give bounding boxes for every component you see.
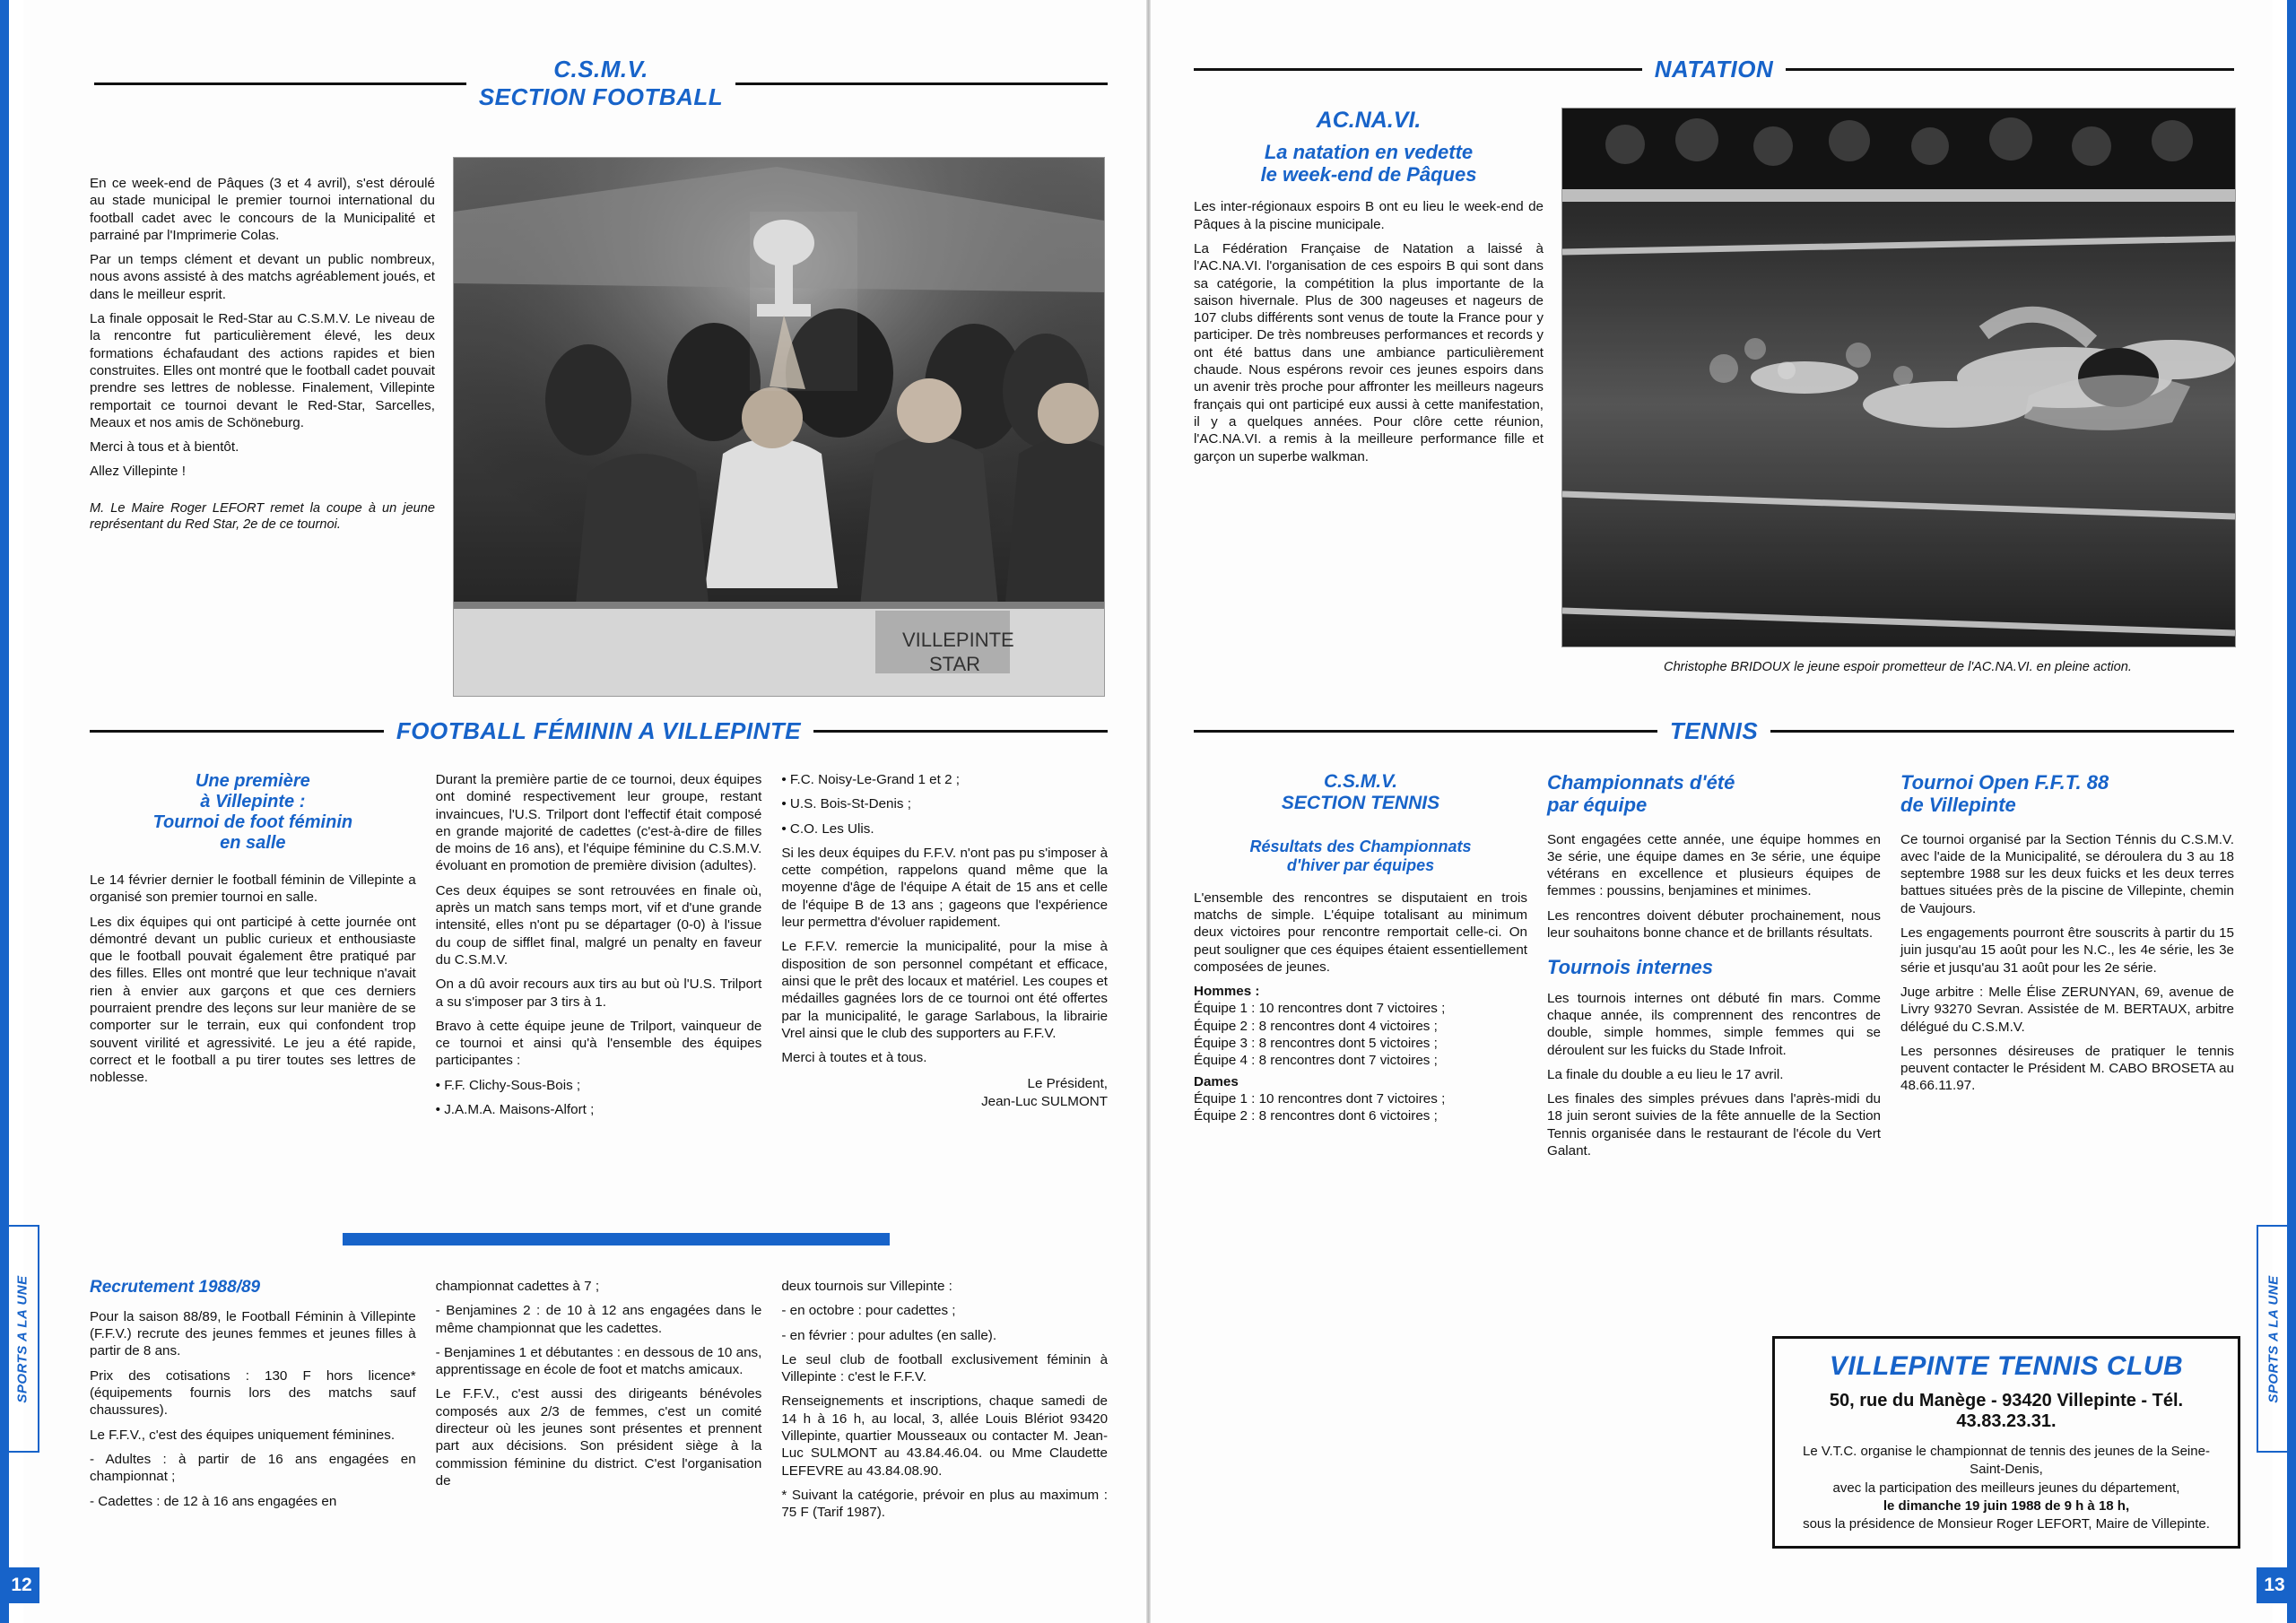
football-feminin-title: FOOTBALL FÉMININ A VILLEPINTE [396, 717, 802, 744]
tennis-col3-title [1900, 771, 2234, 817]
natation-swimmer-photo [1561, 108, 2236, 647]
paragraph: Les finales des simples prévues dans l'après-midi du 18 juin seront suivies de la fête annuelle de la Section Tennis organisée dans le restaurant de l'école du Vert Galant. [1547, 1091, 1881, 1159]
title-line: Résultats des Championnats [1249, 838, 1472, 856]
ff-col3-text [781, 771, 1108, 1066]
result-row: Équipe 4 : 8 rencontres dont 7 victoires ; [1194, 1053, 1438, 1069]
title-line: La natation en vedette [1264, 140, 1474, 163]
rec-col2-text [436, 1278, 762, 1489]
paragraph: La finale du double a eu lieu le 17 avril. [1547, 1066, 1784, 1082]
paragraph: Les inter-régionaux espoirs B ont eu lieu le week-end de Pâques à la piscine municipale. [1194, 199, 1544, 232]
title-line: Tournoi Open F.F.T. 88 [1900, 771, 2109, 794]
vtc-line2: avec la participation des meilleurs jeunes du département, [1832, 1480, 2180, 1496]
paragraph: Ce tournoi organisé par la Section Ténnis du C.S.M.V. avec l'aide de la Municipalité, se déroulera du 3 au 18 septembre 1988 sur les deux fuicks et les deux terres battues situées près de la piscine de Villepinte, chemin de Vaujours. [1900, 831, 2234, 916]
ff-col1-text [90, 872, 416, 1087]
vtc-title: VILLEPINTE TENNIS CLUB [1829, 1351, 2184, 1381]
football-section-header [94, 56, 1108, 111]
paragraph: Les engagements pourront être souscrits à partir du 15 juin jusqu'au 15 août pour les N.C., les 4e série, les 3e série et jusqu'au 31 août pour les 2e série. [1900, 925, 2234, 976]
paragraph: Bravo à cette équipe jeune de Trilport, vainqueur de ce tournoi et ainsi qu'à l'ensemble des équipes participantes : [435, 1018, 762, 1069]
tennis-col2-subtitle: Tournois internes [1547, 956, 1713, 979]
svg-text:VILLEPINTE: VILLEPINTE [902, 629, 1014, 651]
rec-col3-text [781, 1278, 1108, 1522]
paragraph: Les rencontres doivent débuter prochainement, nous leur souhaitons bonne chance et de brillants résultats. [1547, 907, 1881, 942]
result-row: Équipe 3 : 8 rencontres dont 5 victoires ; [1194, 1036, 1438, 1052]
tennis-hommes-label: Hommes : [1194, 984, 1260, 1000]
tennis-columns [1194, 771, 2234, 1167]
title-line: à Villepinte : [200, 792, 306, 812]
tennis-title: TENNIS [1669, 717, 1759, 744]
paragraph: Renseignements et inscriptions, chaque samedi de 14 h à 16 h, au local, 3, allée Louis Blériot 93420 Villepinte, quartier Mousseaux ou contacter M. Jean-Luc SULMONT au 43.84.46.04. ou Mme Claudette LEFEVRE au 43.84.08.90. [781, 1393, 1109, 1479]
rule-right [735, 82, 1108, 85]
paragraph: Ces deux équipes se sont retrouvées en finale où, après un match sans temps mort, vif et d'une grande intensité, elles n'ont pu se départager (0-0) à l'issue du coup de sifflet final, malgré un penalty en faveur du C.S.M.V. [435, 882, 762, 968]
rec-col-1 [90, 1278, 416, 1529]
paragraph: Prix des cotisations : 130 F hors licence* (équipements fournis lors des matchs sauf chaussures). [90, 1367, 416, 1419]
rule-left-2 [90, 730, 384, 733]
acnavi-club-title: AC.NA.VI. [1316, 108, 1422, 133]
vtc-line1: Le V.T.C. organise le championnat de tennis des jeunes de la Seine-Saint-Denis, [1803, 1444, 2210, 1478]
ff-signature-role: Le Président, [1027, 1076, 1109, 1092]
paragraph: Les tournois internes ont débuté fin mars. Comme chaque année, ils comprennent des rencontres de double, simple hommes, simple femmes qui se déroulent sur les fuicks du Stade Infroit. [1547, 990, 1881, 1058]
rule-right-4 [1770, 730, 2234, 733]
result-row: Équipe 2 : 8 rencontres dont 6 victoires ; [1194, 1108, 1438, 1124]
tennis-col-2 [1547, 771, 1881, 1167]
rec-col1-text [90, 1308, 416, 1510]
paragraph: • F.F. Clichy-Sous-Bois ; [435, 1077, 581, 1093]
paragraph: Le 14 février dernier le football féminin de Villepinte a organisé son premier tournoi en salle. [90, 872, 416, 906]
paragraph: Le seul club de football exclusivement féminin à Villepinte : c'est le F.F.V. [781, 1351, 1109, 1385]
title-line: de Villepinte [1900, 794, 2016, 817]
title-line: Tournoi de foot féminin [152, 812, 353, 832]
paragraph: Sont engagées cette année, une équipe hommes en 3e série, une équipe dames en 3e série, une équipe vétérans en excellence et plusieurs équipes de femmes : poussins, benjamines et minimes. [1547, 831, 1881, 899]
paragraph: Le F.F.V., c'est des équipes uniquement féminines. [90, 1427, 396, 1443]
paragraph: Si les deux équipes du F.F.V. n'ont pas pu s'imposer à cette compétion, rappelons quand même que la moyenne d'âge de l'équipe A était de 15 ans et celle de l'équipe B de 13 ans ; gageons que l'expérience leur permettra d'évoluer rapidement. [781, 845, 1109, 931]
paragraph: - Cadettes : de 12 à 16 ans engagées en [90, 1493, 337, 1509]
tennis-dames-label: Dames [1194, 1073, 1239, 1089]
tennis-hommes-rows [1194, 1000, 1527, 1069]
result-row: Équipe 1 : 10 rencontres dont 7 victoires ; [1194, 1001, 1446, 1017]
title-line: d'hiver par équipes [1286, 855, 1435, 874]
tennis-col3-text [1900, 831, 2234, 1095]
paragraph: * Suivant la catégorie, prévoir en plus au maximum : 75 F (Tarif 1987). [781, 1487, 1109, 1521]
tennis-dames-rows [1194, 1090, 1527, 1125]
side-tab-label: SPORTS A LA UNE [14, 1274, 30, 1403]
paragraph: deux tournois sur Villepinte : [781, 1279, 952, 1294]
paragraph: - Benjamines 2 : de 10 à 12 ans engagées dans le même championnat que les cadettes. [435, 1303, 762, 1336]
acnavi-subtitle [1194, 141, 1544, 187]
paragraph: La Fédération Française de Natation a laissé à l'AC.NA.VI. l'organisation de ces espoirs B qui sont dans sa catégorie, la compétition la plus importante de la saison hivernale. Plus de 300 nageuses et nageurs de 107 clubs différents sont venus de toute la France pour y participer. De très nombreuses performances et records y ont été battus dans une ambiance particulièrement chaude. Nous espérons revoir ces jeunes espoirs dans un avenir très proche pour affronter les meilleurs nageurs français qui ont participé eux aussi à cette manifestation, il y a quelques années. Pour clôre cette réunion, l'AC.NA.VI. a remis à la meilleure performance fille et garçon un superbe walkman. [1194, 240, 1544, 464]
paragraph: L'ensemble des rencontres se disputaient en trois matchs de simple. L'équipe totalisant au minimum deux victoires pour rencontre remportait celle-ci. On peut souligner que ces équipes étaient essentiellement composées de jeunes. [1194, 890, 1527, 975]
recrutement-title: Recrutement 1988/89 [90, 1278, 261, 1297]
vtc-address: 50, rue du Manège - 93420 Villepinte - Tél. 43.83.23.31. [1829, 1391, 2184, 1431]
football-photo-caption: M. Le Maire Roger LEFORT remet la coupe à un jeune représentant du Red Star, 2e de ce tournoi. [90, 500, 435, 532]
paragraph: - Adultes : à partir de 16 ans engagées en championnat ; [90, 1451, 416, 1485]
paragraph: • U.S. Bois-St-Denis ; [781, 796, 911, 812]
tennis-club-title-2: SECTION TENNIS [1281, 793, 1440, 814]
tennis-col2-text [1547, 831, 1881, 942]
title-line: par équipe [1547, 794, 1648, 817]
paragraph: Merci à toutes et à tous. [781, 1050, 927, 1066]
paragraph: • J.A.M.A. Maisons-Alfort ; [435, 1102, 595, 1118]
football-title-line2: SECTION FOOTBALL [478, 83, 724, 110]
svg-text:STAR: STAR [929, 653, 981, 675]
tennis-col2-title [1547, 771, 1881, 817]
rec-col-3 [781, 1278, 1108, 1529]
paragraph: En ce week-end de Pâques (3 et 4 avril), s'est déroulé au stade municipal le premier tournoi international du football cadet avec le concours de la Municipalité et parrainé par l'Imprimerie Colas. [90, 176, 435, 243]
title-line: Une première [195, 771, 310, 791]
title-line: Championnats d'été [1547, 771, 1735, 794]
paragraph: Le F.F.V. remercie la municipalité, pour la mise à disposition de son personnel compétant et efficace, ainsi que le prêt des locaux et matériel. Les coupes et médailles gagnées lors de ce tournoi ont été offertes par la municipalité, le garage Sarlabous, la librairie Vrel ainsi que le club des supporters au F.F.V. [781, 939, 1109, 1041]
rec-col-2 [436, 1278, 762, 1529]
ff-col-2 [436, 771, 762, 1125]
ff-signature-name: Jean-Luc SULMONT [981, 1093, 1109, 1109]
natation-photo-caption: Christophe BRIDOUX le jeune espoir prometteur de l'AC.NA.VI. en pleine action. [1664, 660, 2132, 674]
result-row: Équipe 2 : 8 rencontres dont 4 victoires ; [1194, 1018, 1438, 1034]
paragraph: • F.C. Noisy-Le-Grand 1 et 2 ; [781, 772, 960, 787]
paragraph: Juge arbitre : Melle Élise ZERUNYAN, 69, avenue de Livry 93270 Sevran. Assistée de M. BERTAUX, arbitre délégué du C.S.M.V. [1900, 984, 2234, 1035]
football-feminin-header [90, 717, 1108, 745]
natation-title: NATATION [1654, 56, 1774, 82]
rule-right-3 [1786, 68, 2234, 71]
paragraph: La finale opposait le Red-Star au C.S.M.V. Le niveau de la rencontre fut particulièrement élevé, les deux formations échafaudant des actions rapides et bien construites. Elles ont montré que le football cadet pouvait prendre ses lettres de noblesse. Finalement, Villepinte remportait ce tournoi devant le Red-Star, Sarcelles, Meaux et nos amis de Schöneburg. [90, 311, 435, 430]
side-tab-label-right: SPORTS A LA UNE [2266, 1274, 2282, 1403]
tennis-col-3 [1900, 771, 2234, 1167]
football-award-photo [453, 157, 1105, 697]
blue-divider-bar [343, 1233, 890, 1245]
paragraph: On a dû avoir recours aux tirs au but où l'U.S. Trilport a su s'imposer par 3 tirs à 1. [435, 976, 762, 1010]
villepinte-tennis-club-box [1772, 1336, 2240, 1549]
natation-text-col [1194, 108, 1544, 473]
natation-section-header [1194, 56, 2234, 83]
paragraph: - en octobre : pour cadettes ; [781, 1303, 956, 1319]
page-number-left: 12 [4, 1567, 39, 1603]
tennis-col1-subtitle [1194, 838, 1527, 874]
paragraph: Durant la première partie de ce tournoi, deux équipes ont dominé respectivement leur groupe, restant invaincues, l'U.S. Trilport dont l'effectif était composé en grande majorité de cadettes (c'est-à-dire de filles de moins de 16 ans), et l'équipe féminine du C.S.M.V. évoluant en promotion de première division (adultes). [435, 772, 762, 874]
paragraph: - Benjamines 1 et débutantes : en dessous de 10 ans, apprentissage en école de foot et matchs amicaux. [435, 1344, 762, 1378]
ff-col-1 [90, 771, 416, 1125]
natation-photo-graphic [1562, 108, 2235, 647]
paragraph: Le F.F.V., c'est aussi des dirigeants bénévoles composés aux 2/3 de femmes, c'est un comité directeur où les jeunes sont présentes et prennent part aux décisions. Son président siège à la commission féminine du district. C'est l'organisation de [435, 1386, 762, 1488]
tennis-club-title-1: C.S.M.V. [1323, 771, 1398, 792]
page-number-right: 13 [2257, 1567, 2292, 1603]
result-row: Équipe 1 : 10 rencontres dont 7 victoires ; [1194, 1090, 1446, 1107]
tennis-col2-text2 [1547, 990, 1881, 1160]
paragraph: • C.O. Les Ulis. [781, 820, 874, 837]
paragraph: Pour la saison 88/89, le Football Féminin à Villepinte (F.F.V.) recrute des jeunes femmes et jeunes filles à partir de 8 ans. [90, 1308, 416, 1359]
rule-left-4 [1194, 730, 1657, 733]
ff-col1-title [90, 771, 416, 854]
rule-left-3 [1194, 68, 1642, 71]
paragraph: Les personnes désireuses de pratiquer le tennis peuvent contacter le Président M. CABO BROSETA au 48.66.11.97. [1900, 1043, 2234, 1094]
recrutement-columns [90, 1278, 1108, 1529]
paragraph: Par un temps clément et devant un public nombreux, nous avons assisté à des matchs agréablement joués, et dans le meilleur esprit. [90, 252, 435, 302]
tennis-section-header [1194, 717, 2234, 745]
football-title-line1: C.S.M.V. [553, 56, 648, 82]
vtc-line4: sous la présidence de Monsieur Roger LEFORT, Maire de Villepinte. [1803, 1516, 2210, 1532]
paragraph: Les dix équipes qui ont participé à cette journée ont démontré devant un public curieux et enthousiaste que le football pouvait également être pratiqué par des filles. Elles ont montré que leur technique n'avait rien à envier aux garçons et que ces derniers pourraient prendre des leçons sur leur manière de se comporter sur le terrain, eux qui confondent trop souvent virilité et agressivité. Le jeu a été rapide, correct et le football a pu tirer toutes ses lettres de noblesse. [90, 914, 416, 1086]
title-line: en salle [220, 833, 286, 853]
rule-right-2 [813, 730, 1108, 733]
side-tab-sports-right [2257, 1225, 2291, 1453]
right-page [1149, 0, 2296, 1623]
tennis-col-1 [1194, 771, 1527, 1167]
tennis-col1-text [1194, 890, 1527, 976]
football-photo-graphic [454, 158, 1104, 696]
vtc-line3: le dimanche 19 juin 1988 de 9 h à 18 h, [1883, 1497, 2130, 1514]
natation-article-text [1194, 198, 1544, 464]
title-line: le week-end de Pâques [1260, 163, 1477, 187]
paragraph: - en février : pour adultes (en salle). [781, 1327, 997, 1343]
page-gutter [1146, 0, 1151, 1623]
paragraph: Merci à tous et à bientôt. [90, 439, 239, 456]
paragraph: championnat cadettes à 7 ; [435, 1279, 600, 1294]
rule-left [94, 82, 466, 85]
football-feminin-columns [90, 771, 1108, 1125]
football-article-text [90, 175, 435, 533]
ff-col2-text [436, 771, 762, 1118]
side-tab-sports [5, 1225, 39, 1453]
ff-col-3 [781, 771, 1108, 1125]
paragraph: Allez Villepinte ! [90, 464, 186, 480]
